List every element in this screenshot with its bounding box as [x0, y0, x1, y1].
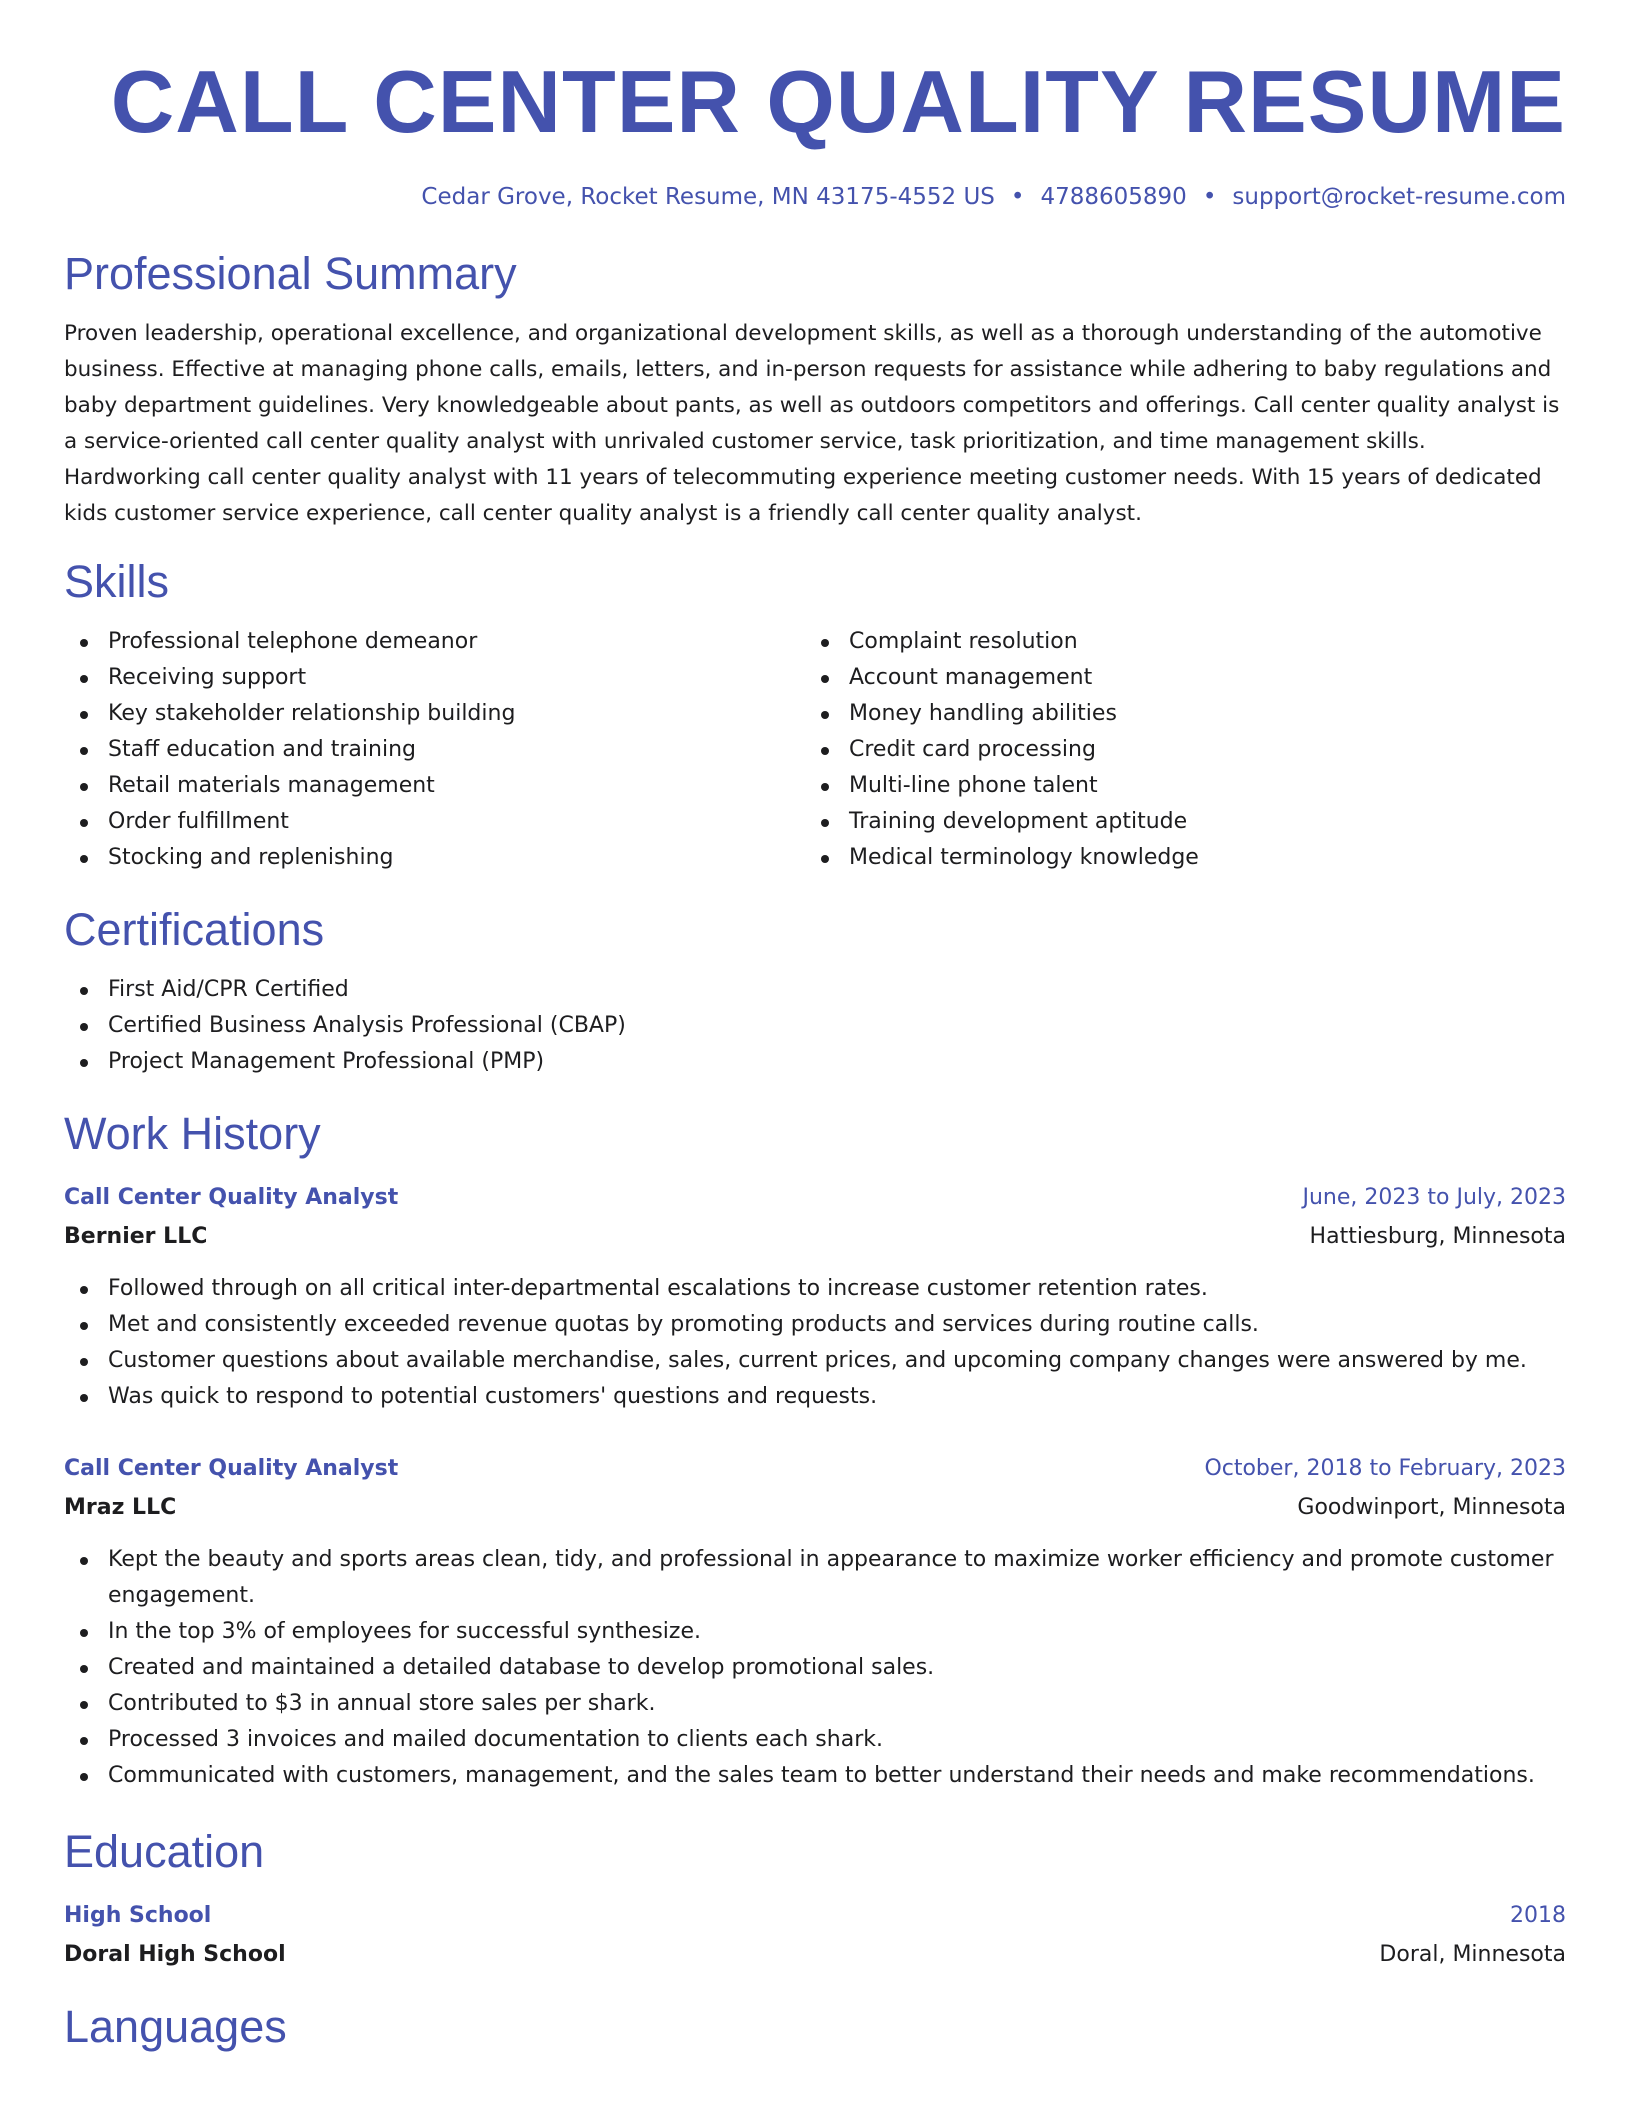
education-location: Doral, Minnesota — [1379, 1942, 1566, 1967]
skill-item: Staff education and training — [64, 732, 805, 768]
job-duties-list — [64, 1271, 1566, 1415]
skill-item: Retail materials management — [64, 768, 805, 804]
skill-item: Account management — [805, 660, 1546, 696]
job-header — [64, 1451, 1566, 1487]
job-subheader — [64, 1216, 1566, 1255]
skill-item: Complaint resolution — [805, 624, 1546, 660]
skills-list-right — [805, 624, 1546, 876]
job-title: Call Center Quality Analyst — [64, 1185, 399, 1210]
job-dates: October, 2018 to February, 2023 — [1204, 1456, 1566, 1481]
certifications-list — [64, 972, 1566, 1080]
certification-item: Certified Business Analysis Professional (CBAP) — [64, 1008, 1566, 1044]
job-duty: Met and consistently exceeded revenue quotas by promoting products and services during routine calls. — [64, 1307, 1566, 1343]
skill-item: Credit card processing — [805, 732, 1546, 768]
job-title: Call Center Quality Analyst — [64, 1456, 399, 1481]
contact-separator: • — [1010, 184, 1025, 210]
education-school: Doral High School — [64, 1942, 286, 1967]
job-duty: Followed through on all critical inter-departmental escalations to increase customer retention rates. — [64, 1271, 1566, 1307]
skill-item: Medical terminology knowledge — [805, 840, 1546, 876]
summary-text: Proven leadership, operational excellence, and organizational development skills, as well as a thorough understanding of the automotive business. Effective at managing phone calls, emails, letters, and in-person requests for assistance while adhering to baby regulations and baby department guidelines. Very knowledgeable about pants, as well as outdoors competitors and offerings. Call center quality analyst is a service-oriented call center quality analyst with unrivaled customer service, task prioritization, and time management skills. Hardworking call center quality analyst with 11 years of telecommuting experience meeting customer needs. With 15 years of dedicated kids customer service experience, call center quality analyst is a friendly call center quality analyst. — [64, 321, 1560, 526]
job-duty: In the top 3% of employees for successful synthesize. — [64, 1614, 1566, 1650]
education-year: 2018 — [1510, 1903, 1566, 1928]
skills-list-left — [64, 624, 805, 876]
contact-email: support@rocket-resume.com — [1232, 184, 1566, 210]
job-entry — [64, 1180, 1566, 1415]
skill-item: Training development aptitude — [805, 804, 1546, 840]
skill-item: Receiving support — [64, 660, 805, 696]
contact-separator: • — [1202, 184, 1217, 210]
job-header — [64, 1180, 1566, 1216]
job-duty: Kept the beauty and sports areas clean, tidy, and professional in appearance to maximize worker efficiency and promote customer engagement. — [64, 1542, 1566, 1614]
skill-item: Professional telephone demeanor — [64, 624, 805, 660]
education-subheader — [64, 1934, 1566, 1973]
job-company: Bernier LLC — [64, 1224, 208, 1249]
job-location: Hattiesburg, Minnesota — [1309, 1224, 1566, 1249]
job-duty: Processed 3 invoices and mailed documentation to clients each shark. — [64, 1722, 1566, 1758]
education-degree: High School — [64, 1903, 212, 1928]
skills-columns — [64, 624, 1566, 876]
job-company: Mraz LLC — [64, 1495, 177, 1520]
job-duties-list — [64, 1542, 1566, 1794]
contact-address: Cedar Grove, Rocket Resume, MN 43175-4552 US — [421, 184, 995, 210]
certifications-heading: Certifications — [64, 904, 325, 955]
job-location: Goodwinport, Minnesota — [1297, 1495, 1566, 1520]
job-entry — [64, 1451, 1566, 1794]
job-duty: Customer questions about available merchandise, sales, current prices, and upcoming company changes were answered by me. — [64, 1343, 1566, 1379]
job-dates: June, 2023 to July, 2023 — [1302, 1185, 1566, 1210]
summary-heading: Professional Summary — [64, 248, 517, 299]
skills-heading: Skills — [64, 556, 170, 607]
skill-item: Stocking and replenishing — [64, 840, 805, 876]
certification-item: Project Management Professional (PMP) — [64, 1044, 1566, 1080]
job-duty: Created and maintained a detailed database to develop promotional sales. — [64, 1650, 1566, 1686]
skill-item: Multi-line phone talent — [805, 768, 1546, 804]
education-entry — [64, 1898, 1566, 1973]
education-header — [64, 1898, 1566, 1934]
skill-item: Order fulfillment — [64, 804, 805, 840]
resume-page — [64, 0, 1566, 2055]
job-duty: Contributed to $3 in annual store sales per shark. — [64, 1686, 1566, 1722]
languages-heading: Languages — [64, 2001, 287, 2052]
certification-item: First Aid/CPR Certified — [64, 972, 1566, 1008]
skill-item: Key stakeholder relationship building — [64, 696, 805, 732]
candidate-name: CALL CENTER QUALITY RESUME — [110, 52, 1566, 151]
contact-line — [64, 182, 1566, 212]
contact-phone: 4788605890 — [1040, 184, 1187, 210]
job-duty: Was quick to respond to potential customers' questions and requests. — [64, 1379, 1566, 1415]
skill-item: Money handling abilities — [805, 696, 1546, 732]
work-history-heading: Work History — [64, 1108, 321, 1159]
job-duty: Communicated with customers, management, and the sales team to better understand their needs and make recommendations. — [64, 1758, 1566, 1794]
education-heading: Education — [64, 1826, 265, 1877]
job-subheader — [64, 1487, 1566, 1526]
